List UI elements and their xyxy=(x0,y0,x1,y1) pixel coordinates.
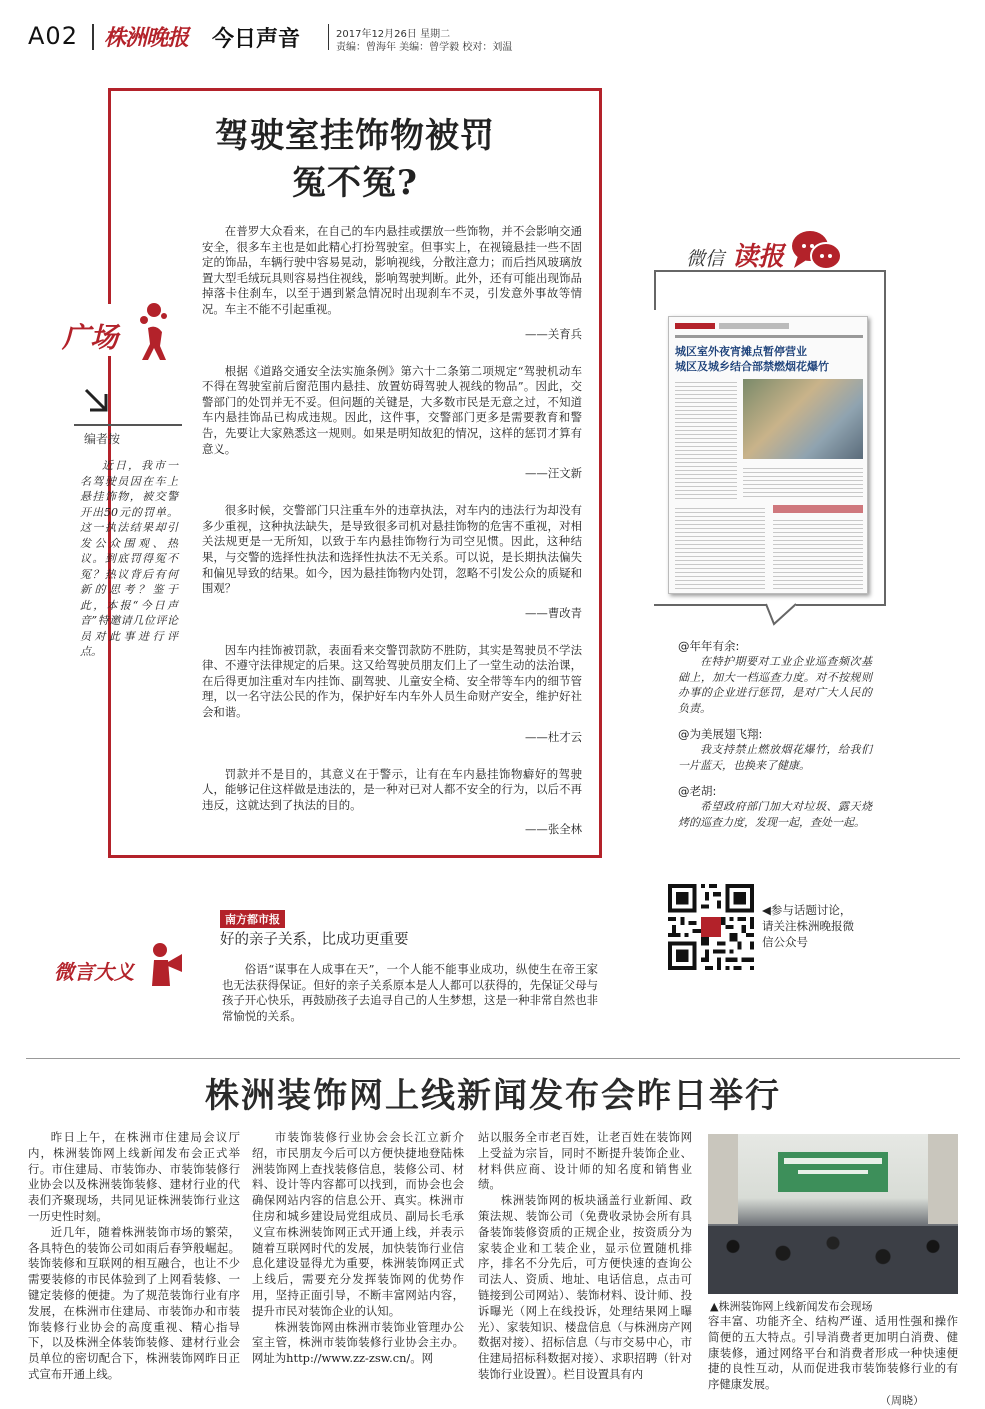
section-title: 今日声音 xyxy=(212,27,301,52)
arrow-down-right-icon xyxy=(82,386,112,416)
news-photo xyxy=(708,1134,958,1294)
comment-5-author: ——张全林 xyxy=(525,822,582,837)
comment-4-text: 因车内挂饰被罚款，表面看来交警罚款防不胜防，其实是驾驶员不学法律、不遵守法律规定的后果。这又给驾驶员朋友们上了一堂生动的法治课，在后得更加注重对车内挂饰、副驾驶、儿童安全椅、安全带等车内的细节管理，以一名守法公民的作为，保护好车内车外人员生命财产安全，维护好社会和谐。 xyxy=(202,642,582,720)
editor-note-rule xyxy=(74,424,182,426)
photo-caption: ▲株洲装饰网上线新闻发布会现场 xyxy=(710,1300,873,1313)
thumb-photo xyxy=(743,379,863,459)
reader-3-text: 希望政府部门加大对垃圾、露天烧烤的巡查力度，发现一起，查处一起。 xyxy=(678,800,872,829)
news-col2-p1: 市装饰装修行业协会会长江立新介绍，市民朋友今后可以方便快捷地登陆株洲装饰网上查找装修信息，装修公司、材料、设计等内容都可以找到，而协会也会确保网站内容的信息公开、真实。株洲市住房和城乡建设局党组成员、副局长毛承义宣布株洲装饰网正式开通上线，并表示随着互联网时代的发展，加快装饰行业信息化建设显得尤为重要，株洲装饰网正式上线后，需要充分发挥装饰网的优势作用，坚持正面引导，不断丰富网站内容，提升市民对装饰企业的认知。 xyxy=(252,1130,464,1318)
comment-2-author: ——汪文新 xyxy=(525,466,582,481)
newspaper-logo: 株洲晚报 xyxy=(104,25,189,51)
news-headline: 株洲装饰网上线新闻发布会昨日举行 xyxy=(205,1076,781,1116)
chat-bubbles-icon xyxy=(788,226,844,276)
weiyan-headline: 好的亲子关系，比成功更重要 xyxy=(220,932,409,948)
page-number: A02 xyxy=(28,22,78,50)
editor-credits: 责编：曾海年 美编：曾学毅 校对：刘温 xyxy=(336,42,513,53)
news-col-2 xyxy=(252,1130,464,1367)
reader-2-user: @为美展翅飞翔: xyxy=(678,727,763,741)
wechat-frame-left xyxy=(654,270,656,310)
wechat-frame-bottom-right xyxy=(796,604,886,606)
news-col1-p2: 近几年，随着株洲装饰市场的繁荣，各具特色的装饰公司如雨后春笋般崛起。装饰装修和互联网的相互融合，也让不少需要装修的市民体验到了上网看装修、一键定装修的便捷。为了规范装饰行业有序发展，在株洲市住建局、市装饰办和市装饰装修行业协会的高度重视、精心指导下，以及株洲全体装饰装修、建材行业会员单位的密切配合下，株洲装饰网昨日正式宣布开通上线。 xyxy=(28,1224,240,1381)
feature-title-line2: 冤不冤? xyxy=(292,163,418,203)
news-col-3 xyxy=(478,1130,692,1383)
guangchang-label: 广场 xyxy=(62,321,119,354)
speech-tail xyxy=(764,602,798,626)
issue-date: 2017年12月26日 星期二 xyxy=(336,29,451,40)
editor-note-label: 编者按 xyxy=(84,432,121,446)
comment-5-text: 罚款并不是目的，其意义在于警示，让有在车内悬挂饰物癖好的驾驶人，能够记住这样做是违法的，是一种对已对人都不安全的行为，以后不再违反，这就达到了执法的目的。 xyxy=(202,766,582,812)
wechat-label-a: 微信 xyxy=(686,248,725,270)
feature-title-line1: 驾驶室挂饰物被罚 xyxy=(215,116,495,156)
news-col4: 容丰富、功能齐全、结构严谨、适用性强和操作简便的五大特点。引导消费者更加明白消费、健康装修，通过网络平台和消费者形成一种快速便捷的良性互动，从而促进我市装饰装修行业的有序健康发展。 xyxy=(708,1314,958,1392)
reader-comments xyxy=(678,638,872,830)
news-col3-p2: 株洲装饰网的板块涵盖行业新闻、政策法规、装饰公司（免费收录协会所有具备装饰装修资质的正规企业，按资质分为家装企业和工装企业，显示位置随机排序，排名不分先后，可方便快速的查询公司法人、资质、地址、电话信息，点击可链接到公司网站）、装饰材料、设计师、投诉曝光（网上在线投诉，处理结果网上曝光）、家装知识、楼盘信息（与株洲房产网数据对接）、招标信息（与市交易中心，市住建局招标科数据对接）、求职招聘（针对装饰行业设置）。栏目设置具有内 xyxy=(478,1193,692,1381)
speaker-figure-icon xyxy=(134,298,176,362)
header-divider xyxy=(92,24,94,50)
weiyan-source: 南方都市报 xyxy=(220,910,285,928)
wechat-label-b: 读报 xyxy=(732,242,785,272)
comment-1-author: ——关育兵 xyxy=(525,326,582,341)
comment-3-author: ——曹改青 xyxy=(525,605,582,620)
comment-1-text: 在普罗大众看来，在自己的车内悬挂或摆放一些饰物，并不会影响交通安全，很多车主也是如此精心打扮驾驶室。但事实上，在视镜悬挂一些不固定的饰品，车辆行驶中容易晃动，影响视线，分散注意力；而后挡风玻璃放置大型毛绒玩具则容易挡住视线，影响驾驶判断。此外，还有可能出现饰品掉落卡住刹车，以至于遇到紧急情况时出现刹车不灵，引发意外事故等情况。车主不能不引起重视。 xyxy=(202,224,582,316)
news-col2-p2: 株洲装饰网由株洲市装饰业管理办公室主管，株洲市装饰装修行业协会主办。网址为http://www.zz-zsw.cn/。网 xyxy=(252,1319,464,1366)
qr-prompt: ◀参与话题讨论，请关注株洲晚报微信公众号 xyxy=(762,903,854,949)
thumb-headline-1: 城区室外夜宵摊点暂停营业 xyxy=(675,345,807,358)
news-rule xyxy=(26,1058,960,1059)
weiyan-text: 俗语“谋事在人成事在天”，一个人能不能事业成功，纵使生在帝王家也无法获得保证。但好的亲子关系原本是人人都可以获得的，先保证父母与孩子开心快乐，再鼓励孩子去追寻自己的人生梦想，这是一种非常自然也非常愉悦的关系。 xyxy=(222,962,598,1023)
news-col-1 xyxy=(28,1130,240,1383)
comments-column xyxy=(202,224,582,837)
megaphone-figure-icon xyxy=(148,938,188,988)
editor-note-text: 近日，我市一名驾驶员因在车上悬挂饰物，被交警开出50元的罚单。这一执法结果却引发公众围观、热议。到底罚得冤不冤？热议背后有何新的思考？鉴于此，本报“今日声音”特邀请几位评论员对此事进行评点。 xyxy=(80,459,178,658)
header-divider-2 xyxy=(328,24,329,50)
news-col1-p1: 昨日上午，在株洲市住建局会议厅内，株洲装饰网上线新闻发布会正式举行。市住建局、市装饰办、市装饰装修行业协会以及株洲装饰装修、建材行业的代表们齐聚现场，共同见证株洲装饰行业这一历史性时刻。 xyxy=(28,1130,240,1223)
comment-4-author: ——杜才云 xyxy=(525,729,582,744)
qr-code-icon xyxy=(668,884,754,970)
reader-3-user: @老胡: xyxy=(678,784,717,798)
thumb-headline-2: 城区及城乡结合部禁燃烟花爆竹 xyxy=(675,360,829,373)
news-col3-p1: 站以服务全市老百姓，让老百姓在装饰网上受益为宗旨，同时不断提升装饰企业、材料供应商、设计师的知名度和销售业绩。 xyxy=(478,1130,692,1192)
newspaper-thumbnail xyxy=(668,316,868,594)
reader-1-user: @年年有余: xyxy=(678,639,740,653)
comment-3-text: 很多时候，交警部门只注重车外的违章执法，对车内的违法行为却没有多少重视，这种执法缺失，是导致很多司机对悬挂饰物的危害不重视，对相关法规更是一无所知，以致于车内悬挂饰物行为司空见惯。因此，这种结果，与交警的选择性执法和选择性执法不无关系。可以说，是长期执法偏失和偏见导致的结果。如今，因为悬挂饰物内处罚，忽略不引发公众的质疑和围观？ xyxy=(202,503,582,596)
weiyan-label: 微言大义 xyxy=(54,960,134,984)
comment-2-text: 根据《道路交通安全法实施条例》第六十二条第二项规定“驾驶机动车不得在驾驶室前后窗范围内悬挂、放置妨碍驾驶人视线的物品”。因此，交警部门的处罚并无不妥。但问题的关键是，大多数市民是无意之过，不知道车内悬挂饰品已构成违规。因此，这件事，交警部门更多是需要教育和警告，先要让大家熟悉这一规则。如果是明知故犯的情况，这样的惩罚才算有意义。 xyxy=(202,363,582,456)
wechat-frame-bottom-left xyxy=(654,604,766,606)
news-byline: （周晓） xyxy=(880,1394,924,1407)
reader-2-text: 我支持禁止燃放烟花爆竹，给我们一片蓝天，也换来了健康。 xyxy=(678,743,872,772)
reader-1-text: 在特护期要对工业企业巡查频次基础上，加大一档巡查力度。对不按规则办事的企业进行惩罚，是对广大人民的负责。 xyxy=(678,655,872,715)
